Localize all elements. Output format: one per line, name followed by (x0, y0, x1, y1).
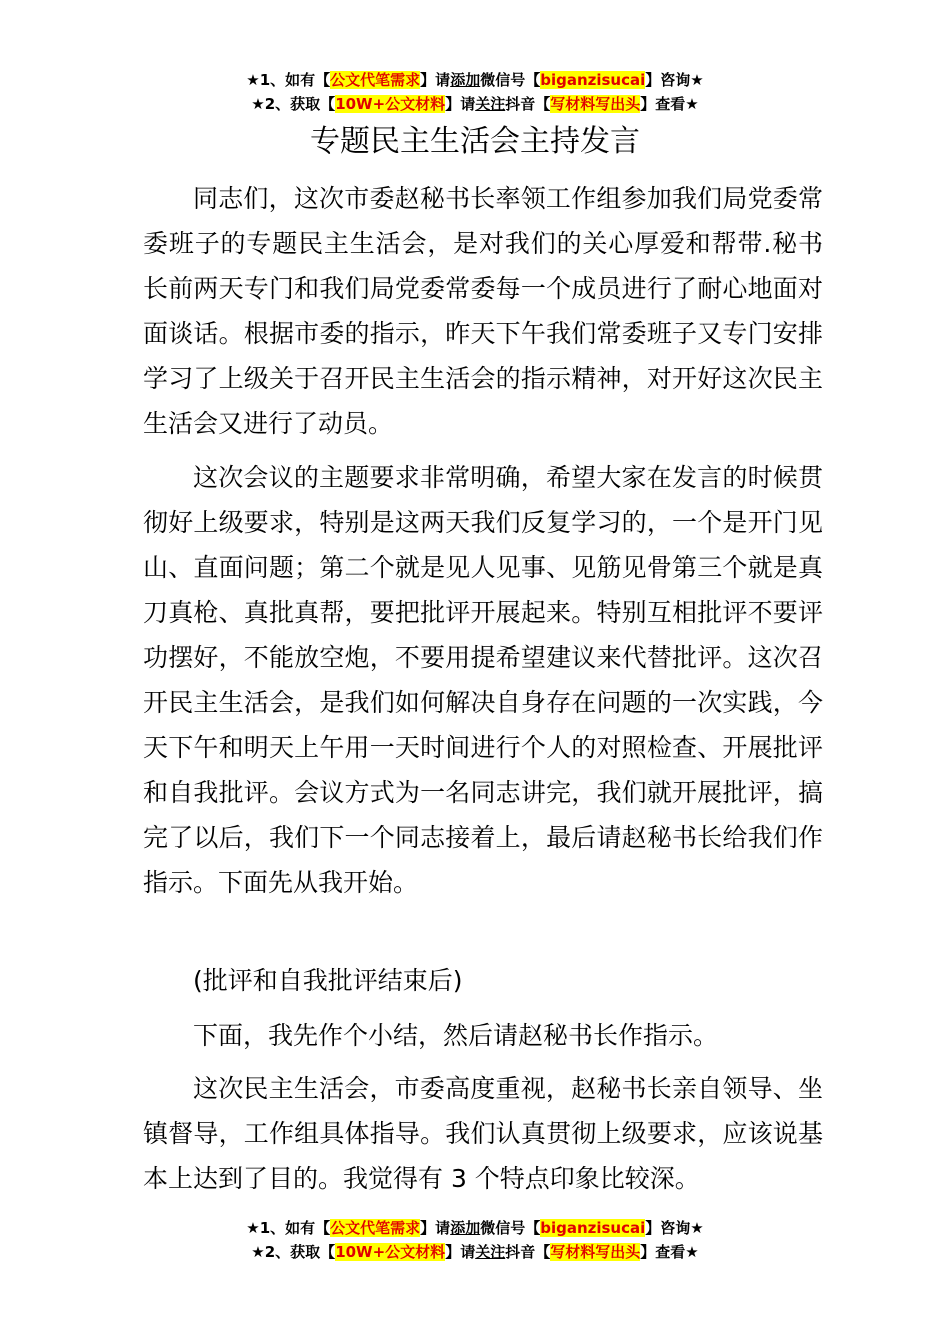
highlight-douyin: 写材料写出头 (550, 1243, 641, 1261)
highlight-materials: 10W+公文材料 (335, 1243, 446, 1261)
highlight-service: 公文代笔需求 (330, 1219, 421, 1237)
highlight-materials: 10W+公文材料 (335, 95, 446, 113)
highlight-service: 公文代笔需求 (330, 71, 421, 89)
paragraph-5 (143, 1066, 823, 1201)
paragraph-text: 这次民主生活会，市委高度重视，赵秘书长亲自领导、坐镇督导，工作组具体指导。我们认真贯彻上级要求，应该说基本上达到了目的。我觉得有 3 个特点印象比较深。 (143, 1074, 823, 1193)
paragraph-1 (143, 176, 823, 446)
paragraph-4 (143, 1013, 823, 1058)
promo-line-2: ★2、获取【10W+公文材料】请关注抖音【写材料写出头】查看★ (251, 1243, 699, 1261)
document-title: 专题民主生活会主持发言 (310, 124, 640, 159)
promo-line-2: ★2、获取【10W+公文材料】请关注抖音【写材料写出头】查看★ (251, 95, 699, 113)
paragraph-2 (143, 455, 823, 905)
promo-line-1: ★1、如有【公文代笔需求】请添加微信号【biganzisucai】咨询★ (246, 71, 704, 89)
promo-banner-top (0, 68, 950, 116)
highlight-wechat-id: biganzisucai (540, 1219, 646, 1237)
paragraph-text: (批评和自我批评结束后) (193, 966, 463, 995)
highlight-douyin: 写材料写出头 (550, 95, 641, 113)
highlight-wechat-id: biganzisucai (540, 71, 646, 89)
paragraph-3 (143, 958, 823, 1003)
paragraph-text: 这次会议的主题要求非常明确，希望大家在发言的时候贯彻好上级要求，特别是这两天我们反复学习的，一个是开门见山、直面问题；第二个就是见人见事、见筋见骨第三个就是真刀真枪、真批真帮，要把批评开展起来。特别互相批评不要评功摆好，不能放空炮，不要用提希望建议来代替批评。这次召开民主生活会，是我们如何解决自身存在问题的一次实践，今天下午和明天上午用一天时间进行个人的对照检查、开展批评和自我批评。会议方式为一名同志讲完，我们就开展批评，搞完了以后，我们下一个同志接着上，最后请赵秘书长给我们作指示。下面先从我开始。 (143, 463, 823, 897)
paragraph-text: 下面，我先作个小结，然后请赵秘书长作指示。 (193, 1021, 719, 1050)
promo-line-1: ★1、如有【公文代笔需求】请添加微信号【biganzisucai】咨询★ (246, 1219, 704, 1237)
paragraph-text: 同志们，这次市委赵秘书长率领工作组参加我们局党委常委班子的专题民主生活会，是对我们的关心厚爱和帮带.秘书长前两天专门和我们局党委常委每一个成员进行了耐心地面对面谈话。根据市委的指示，昨天下午我们常委班子又专门安排学习了上级关于召开民主生活会的指示精神，对开好这次民主生活会又进行了动员。 (143, 184, 823, 438)
promo-banner-bottom (0, 1216, 950, 1264)
